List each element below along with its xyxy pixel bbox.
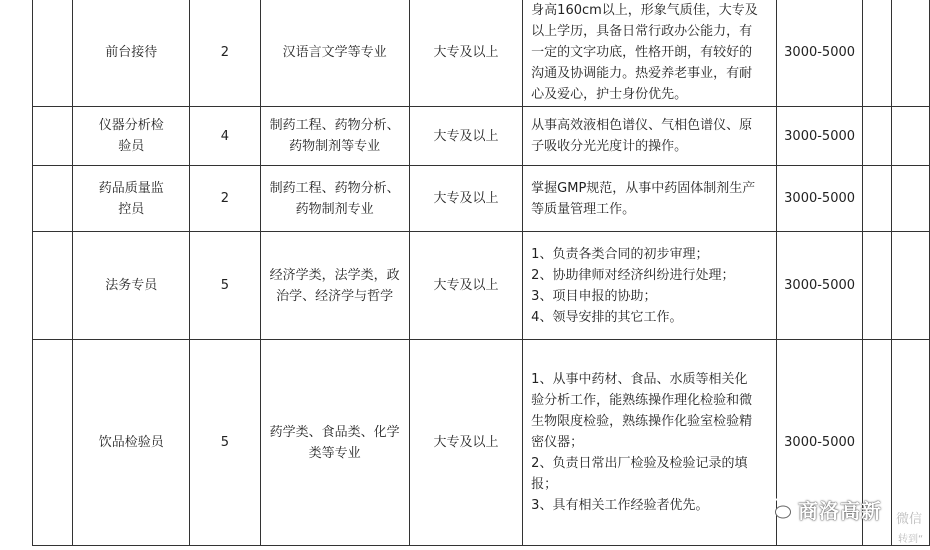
blank-cell bbox=[33, 232, 73, 340]
table-row bbox=[33, 0, 930, 107]
blank-cell bbox=[862, 0, 891, 107]
major-line: 制药工程、药物分析、 bbox=[269, 180, 400, 196]
salary-cell: 3000-5000 bbox=[777, 0, 863, 107]
position-line: 法务专员 bbox=[105, 278, 158, 293]
requirement-line: 子吸收分光光度计的操作。 bbox=[531, 139, 688, 154]
requirement-line: 生物限度检验，熟练操作化验室检验精 bbox=[531, 414, 753, 429]
count-cell: 2 bbox=[190, 0, 260, 107]
requirement-line: 身高160cm以上，形象气质佳，大专及 bbox=[531, 3, 758, 18]
watermark bbox=[766, 494, 882, 524]
salary-cell: 3000-5000 bbox=[777, 107, 863, 166]
blank-cell bbox=[891, 232, 929, 340]
requirements-cell bbox=[523, 107, 777, 166]
major-line: 药物制剂等专业 bbox=[289, 139, 381, 154]
requirement-line: 一定的文字功底，性格开朗，有较好的 bbox=[531, 45, 753, 60]
major-line: 制药工程、药物分析、 bbox=[269, 118, 400, 133]
table-row bbox=[33, 166, 930, 232]
position-cell bbox=[73, 232, 190, 340]
table-row bbox=[33, 107, 930, 166]
salary-cell: 3000-5000 bbox=[777, 166, 863, 232]
requirements-cell bbox=[523, 232, 777, 340]
position-line: 验员 bbox=[118, 139, 145, 154]
blank-cell bbox=[862, 232, 891, 340]
blank-cell bbox=[33, 0, 73, 107]
position-line: 仪器分析检 bbox=[98, 118, 164, 133]
wechat-icon bbox=[766, 498, 792, 520]
major-cell bbox=[260, 0, 409, 107]
blank-cell bbox=[862, 166, 891, 232]
position-cell bbox=[73, 0, 190, 107]
major-line: 类等专业 bbox=[308, 445, 361, 461]
requirement-line: 报； bbox=[531, 477, 558, 492]
requirement-line: 沟通及协调能力。热爱养老事业，有耐 bbox=[531, 66, 753, 81]
requirement-line: 3、具有相关工作经验者优先。 bbox=[531, 498, 709, 513]
requirement-line: 心及爱心，护士身份优先。 bbox=[531, 87, 688, 102]
requirements-cell bbox=[523, 166, 777, 232]
blank-cell bbox=[33, 166, 73, 232]
major-cell bbox=[260, 107, 409, 166]
requirement-line: 4、领导安排的其它工作。 bbox=[531, 309, 683, 325]
blank-cell bbox=[33, 340, 73, 546]
major-cell bbox=[260, 340, 409, 546]
education-cell: 大专及以上 bbox=[409, 340, 522, 546]
position-line: 前台接待 bbox=[105, 45, 158, 60]
major-line: 药学类、食品类、化学 bbox=[269, 424, 400, 440]
requirement-line: 1、负责各类合同的初步审理； bbox=[531, 246, 709, 262]
salary-cell: 3000-5000 bbox=[777, 232, 863, 340]
blank-cell bbox=[891, 0, 929, 107]
requirement-line: 以上学历，具备日常行政办公能力，有 bbox=[531, 24, 753, 39]
major-line: 治学、经济学与哲学 bbox=[276, 288, 394, 304]
major-cell bbox=[260, 232, 409, 340]
position-cell bbox=[73, 107, 190, 166]
requirement-line: 密仪器； bbox=[531, 435, 584, 450]
requirement-line: 3、项目申报的协助； bbox=[531, 288, 657, 304]
blank-cell bbox=[891, 166, 929, 232]
education-cell: 大专及以上 bbox=[409, 232, 522, 340]
major-line: 经济学类，法学类，政 bbox=[269, 267, 400, 283]
watermark-text: 商洛高新 bbox=[798, 498, 882, 523]
education-cell: 大专及以上 bbox=[409, 166, 522, 232]
blank-cell bbox=[891, 107, 929, 166]
requirement-line: 等质量管理工作。 bbox=[531, 201, 636, 217]
major-line: 汉语言文学等专业 bbox=[282, 45, 387, 60]
position-line: 饮品检验员 bbox=[98, 435, 164, 450]
requirement-line: 2、负责日常出厂检验及检验记录的填 bbox=[531, 456, 748, 471]
requirement-line: 1、从事中药材、食品、水质等相关化 bbox=[531, 372, 748, 387]
requirement-line: 从事高效液相色谱仪、气相色谱仪、原 bbox=[531, 118, 753, 133]
requirements-cell bbox=[523, 340, 777, 546]
requirements-cell bbox=[523, 0, 777, 107]
count-cell: 2 bbox=[190, 166, 260, 232]
blank-cell bbox=[33, 107, 73, 166]
position-cell bbox=[73, 166, 190, 232]
major-cell bbox=[260, 166, 409, 232]
position-line: 药品质量监 bbox=[98, 180, 164, 196]
position-cell bbox=[73, 340, 190, 546]
count-cell: 5 bbox=[190, 232, 260, 340]
major-line: 药物制剂专业 bbox=[295, 201, 374, 217]
watermark-small-text: 微信 bbox=[896, 512, 923, 527]
table-row bbox=[33, 232, 930, 340]
job-table bbox=[32, 0, 930, 546]
requirement-line: 掌握GMP规范，从事中药固体制剂生产 bbox=[531, 180, 756, 196]
watermark-small-text-2: 转到“ bbox=[898, 534, 924, 545]
education-cell: 大专及以上 bbox=[409, 107, 522, 166]
position-line: 控员 bbox=[118, 201, 145, 217]
count-cell: 4 bbox=[190, 107, 260, 166]
requirement-line: 验分析工作，能熟练操作理化检验和微 bbox=[531, 393, 753, 408]
salary-cell: 3000-5000 bbox=[777, 340, 863, 546]
blank-cell bbox=[862, 107, 891, 166]
count-cell: 5 bbox=[190, 340, 260, 546]
requirement-line: 2、协助律师对经济纠纷进行处理； bbox=[531, 267, 735, 283]
education-cell: 大专及以上 bbox=[409, 0, 522, 107]
